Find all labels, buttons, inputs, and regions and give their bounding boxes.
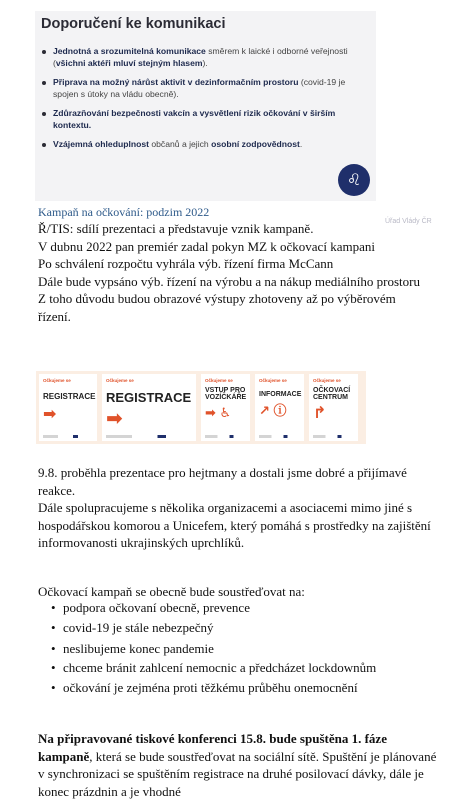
paragraph: 9.8. proběhla prezentace pro hejtmany a dostali jsme dobré a přijímavé reakce. (38, 465, 407, 498)
paragraph: Ř/TIS: sdílí prezentaci a představuje vznik kampaně. (38, 221, 314, 236)
lion-emblem-icon: ♌ (338, 164, 370, 196)
wheelchair-icon: ➡ ♿ (205, 404, 232, 420)
section-subtitle: Kampaň na očkování: podzim 2022 (38, 205, 210, 219)
focus-list (38, 599, 418, 699)
sign-registrace-large: Očkujeme se REGISTRACE ➡ (102, 374, 196, 441)
list-item: • covid-19 je stále nebezpečný (38, 619, 418, 636)
info-icon: ↗ ⓘ (259, 403, 287, 419)
watermark-text: Úřad Vlády ČR (385, 218, 432, 225)
presentation-slide (35, 11, 376, 201)
sign-vstup-vozickare: Očkujeme se VSTUP PRO VOZÍČKÁŘE ➡ ♿ (201, 374, 250, 441)
sign-registrace-small: Očkujeme se REGISTRACE ➡ (39, 374, 97, 441)
paragraph: Dále bude vypsáno výb. řízení na výrobu a na nákup mediálního prostoru (38, 273, 420, 289)
list-item: • očkování je zejména proti těžkému průběhu onemocnění (38, 679, 418, 696)
slide-title: Doporučení ke komunikaci (41, 16, 226, 32)
arrow-right-icon: ➡ (106, 407, 123, 430)
slide-bullet: Jednotná a srozumitelná komunikace směrem k laické i odborné veřejnosti (všichni aktéři mluví stejným hlasem). (41, 46, 353, 69)
press-conference-paragraph: Na připravované tiskové konferenci 15.8. bude spuštěna 1. fáze kampaně, která se bude soustřeďovat na sociální sítě. Spuštění je plánované v synchronizaci se spuštěním registrace na druhé posilovací dávky, dále je konec prázdnin a je vhodné (38, 731, 437, 799)
focus-intro: Očkovací kampaň se obecně bude soustřeďovat na: (38, 584, 305, 599)
paragraph: Z toho důvodu budou obrazové výstupy zhotoveny až po výběrovém řízení. (38, 291, 396, 324)
slide-bullet: Vzájemná ohleduplnost občanů a jejich osobní zodpovědnost. (41, 139, 353, 151)
list-item: • podpora očkovaní obecně, prevence (38, 599, 418, 616)
sign-ockovaci-centrum: Očkujeme se OČKOVACÍ CENTRUM ↱ (309, 374, 358, 441)
sign-informace: Očkujeme se INFORMACE ↗ ⓘ (255, 374, 304, 441)
paragraph: Po schválení rozpočtu vyhrála výb. řízení firma McCann (38, 256, 334, 271)
paragraph: Dále spolupracujeme s několika organizacemi a asociacemi mimo jiné s hospodářskou komorou a Unicefem, který pomáhá s prostředky na zajištění informovanosti ukrajinských uprchlíků. (38, 500, 431, 551)
report-paragraphs (38, 464, 438, 552)
arrow-right-icon: ➡ (43, 406, 57, 424)
slide-bullet: Zdůrazňování bezpečnosti vakcín a vysvětlení rizik očkování v širším kontextu. (41, 108, 353, 131)
list-item: • neslibujeme konec pandemie (38, 640, 418, 657)
campaign-signs-image (36, 371, 366, 444)
paragraph: V dubnu 2022 pan premiér zadal pokyn MZ k očkovací kampani (38, 238, 375, 254)
intro-paragraphs (38, 220, 428, 325)
list-item: • chceme bránit zahlcení nemocnic a předcházet lockdownům (38, 660, 418, 676)
arrow-turn-icon: ↱ (313, 404, 327, 422)
slide-bullet-list (41, 46, 353, 159)
slide-bullet: Připrava na možný nárůst aktivit v dezinformačním prostoru (covid-19 je spojen s útoky na vládu obecně). (41, 77, 353, 100)
